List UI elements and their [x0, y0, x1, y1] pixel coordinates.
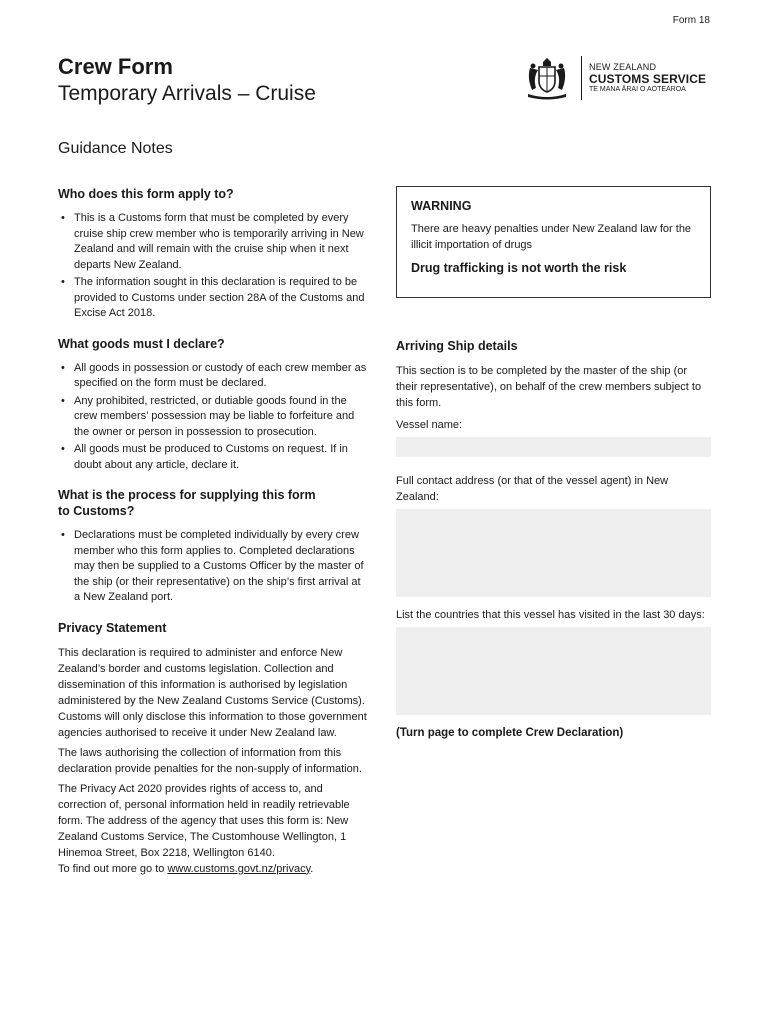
countries-visited-label: List the countries that this vessel has visited in the last 30 days:	[396, 609, 705, 621]
section-heading: Who does this form apply to?	[58, 187, 234, 201]
list-item: • All goods in possession or custody of each crew member as specified on the form must be declared.	[58, 361, 368, 392]
privacy-paragraph: The laws authorising the collection of information from this declaration provide penalties for the non-supply of information.	[58, 746, 362, 775]
customs-logo	[524, 56, 724, 102]
logo-line-1: NEW ZEALAND	[589, 62, 657, 72]
warning-slogan: Drug trafficking is not worth the risk	[411, 261, 627, 275]
privacy-paragraph	[58, 861, 368, 877]
ship-intro: This section is to be completed by the master of the ship (or their representative), on behalf of the crew members subject to this form.	[396, 365, 702, 409]
list-item: • Any prohibited, restricted, or dutiable goods found in the crew members’ possession may be liable to forfeiture and the owner or person in possession to prosecution.	[58, 394, 368, 441]
list-item: • This is a Customs form that must be completed by every cruise ship crew member who is temporarily arriving in New Zealand and will remain with the cruise ship when it next departs New Zealand.	[58, 211, 368, 273]
section-heading: Privacy Statement	[58, 620, 167, 635]
logo-line-3: TE MANA ĀRAI O AOTEAROA	[589, 86, 686, 93]
ship-details-section	[396, 338, 711, 739]
form-number: Form 18	[672, 15, 710, 26]
contact-address-label: Full contact address (or that of the vessel agent) in New Zealand:	[396, 475, 669, 503]
privacy-paragraph: The Privacy Act 2020 provides rights of access to, and correction of, personal information held in readily retrievable form. The address of the agency that uses this form is: New Zealand Customs Service, The Customhouse Wellington, 1 Hinemoa Street, Box 2218, Wellington 6140.	[58, 782, 350, 859]
list-item: • The information sought in this declaration is required to be provided to Customs under section 28A of the Customs and Excise Act 2018.	[58, 275, 368, 322]
privacy-link-suffix: .	[310, 862, 314, 875]
section-process	[58, 487, 368, 606]
warning-box	[396, 186, 711, 298]
turn-page-note: (Turn page to complete Crew Declaration)	[396, 727, 624, 739]
guidance-title: Guidance Notes	[58, 140, 173, 157]
privacy-paragraph: This declaration is required to administer and enforce New Zealand’s border and customs legislation. Collection and dissemination of this information is authorised by legislation administered by the New Zealand Customs Service (Customs). Customs will only disclose this information to those government agencies authorised to receive it under New Zealand law.	[58, 646, 367, 739]
page-title: Crew Form	[58, 54, 173, 79]
section-privacy	[58, 620, 368, 877]
title-block	[58, 54, 316, 108]
nz-coat-of-arms-icon	[524, 56, 570, 100]
privacy-link[interactable]: www.customs.govt.nz/privacy	[167, 862, 311, 875]
list-item: • Declarations must be completed individually by every crew member who this form applies to. Completed declarations may then be supplied to a Customs Officer by the master of the ship (or their representative) on the ship’s first arrival at a New Zealand port.	[58, 528, 368, 606]
vessel-name-label: Vessel name:	[396, 419, 463, 431]
countries-visited-field[interactable]	[396, 627, 711, 715]
section-heading: What goods must I declare?	[58, 336, 225, 351]
warning-text: There are heavy penalties under New Zealand law for the illicit importation of drugs	[411, 223, 692, 251]
guidance-column	[58, 186, 368, 891]
warning-title: WARNING	[411, 199, 472, 213]
section-goods	[58, 336, 368, 474]
logo-divider	[581, 56, 582, 100]
ship-column	[396, 186, 711, 739]
vessel-name-field[interactable]	[396, 437, 711, 457]
section-heading: Arriving Ship details	[396, 339, 518, 353]
contact-address-field[interactable]	[396, 509, 711, 597]
privacy-link-prefix: To find out more go to	[58, 862, 168, 875]
page-subtitle: Temporary Arrivals – Cruise	[58, 82, 316, 105]
section-applies	[58, 186, 368, 322]
section-heading: What is the process for supplying this form to Customs?	[58, 488, 316, 518]
list-item: • All goods must be produced to Customs on request. If in doubt about any article, declare it.	[58, 442, 368, 473]
logo-line-2: CUSTOMS SERVICE	[589, 72, 707, 86]
